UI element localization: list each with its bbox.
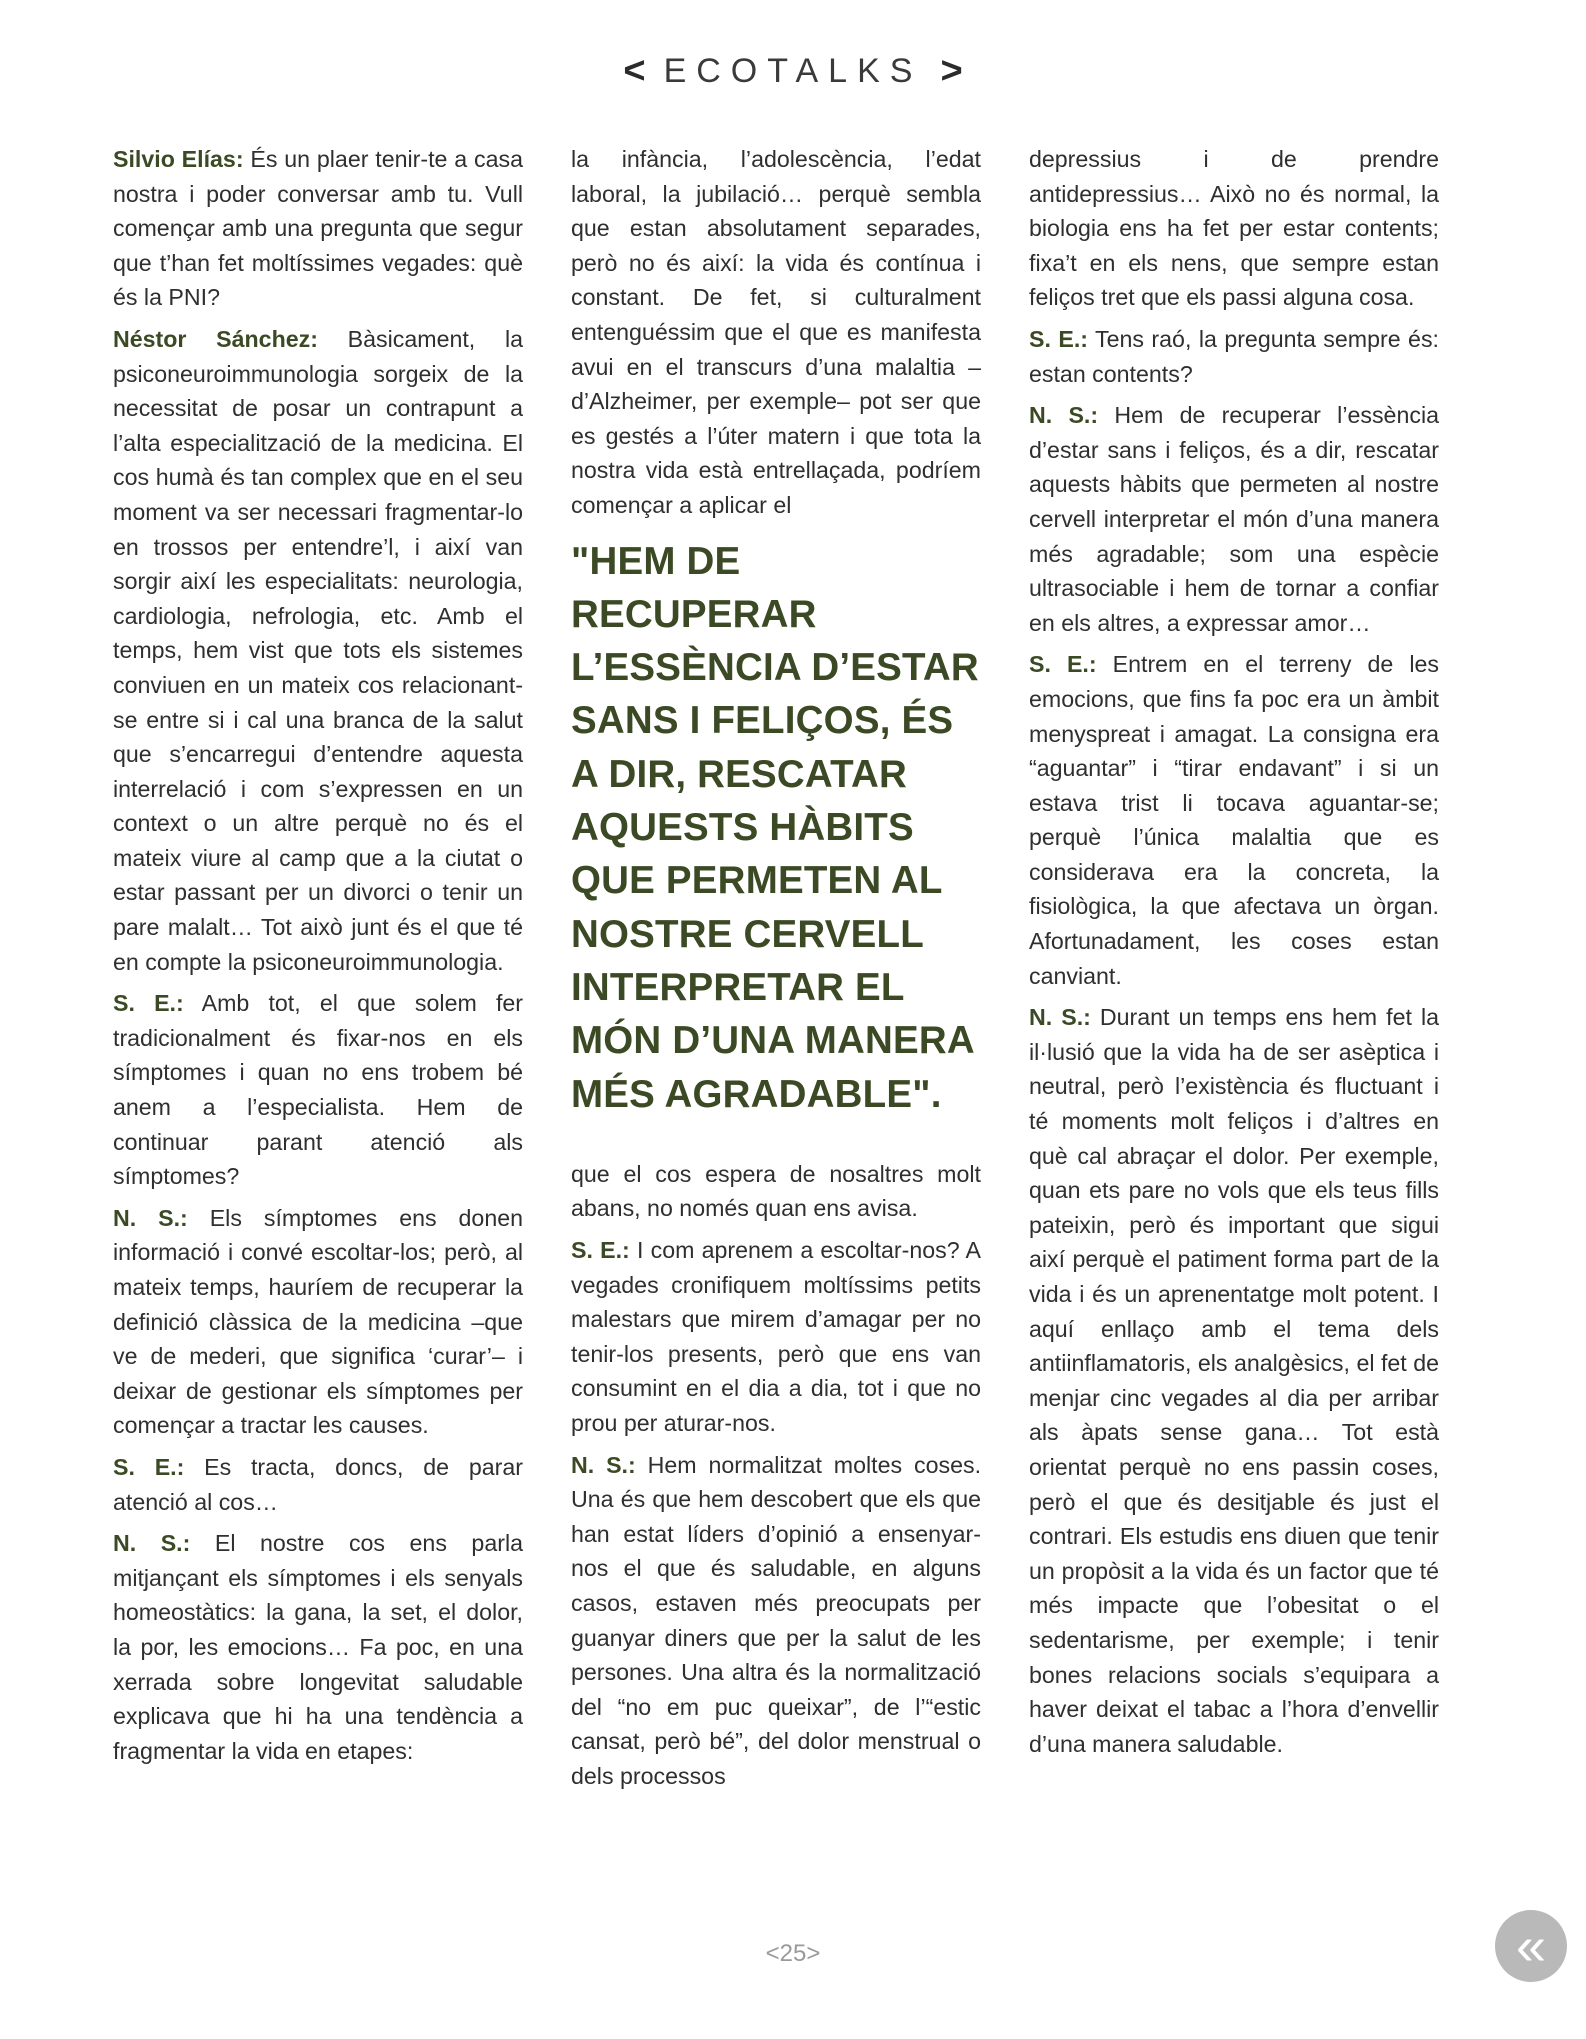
paragraph-text: Amb tot, el que solem fer tradicionalment és fixar-nos en els símptomes i quan no ens trobem bé anem a l’especialista. Hem de continuar parant atenció als símptomes? bbox=[113, 990, 524, 1190]
paragraph-text: Es tracta, doncs, de parar atenció al cos… bbox=[113, 1453, 523, 1515]
continued-paragraph: la infància, l’adolescència, l’edat laboral, la jubilació… perquè sembla que estan absolutament separades, però no és així: la vida és contínua i constant. De fet, si culturalment entenguéssim que el que es manifesta avui en el transcurs d’una malaltia –d’Alzheimer, per exemple– pot ser que es gestés a l’úter matern i que tota la nostra vida està entrellaçada, podríem començar a aplicar el bbox=[571, 146, 981, 518]
interview-paragraph bbox=[1029, 322, 1439, 391]
interview-paragraph bbox=[113, 142, 523, 315]
paragraph-text: que el cos espera de nosaltres molt abans, no només quan ens avisa. bbox=[571, 1160, 981, 1222]
speaker-label: Néstor Sánchez: bbox=[113, 325, 318, 352]
interview-paragraph bbox=[571, 1157, 981, 1226]
speaker-label: N. S.: bbox=[113, 1204, 188, 1231]
double-chevron-left-icon: « bbox=[1515, 1916, 1547, 1976]
magazine-section-header bbox=[0, 50, 1586, 93]
paragraph-text: Els símptomes ens donen informació i convé escoltar-los; però, al mateix temps, hauríem de recuperar la definició clàssica de la medicina –que ve de mederi, que significa ‘curar’– i deixar de gestionar els símptomes per començar a tractar les causes. bbox=[113, 1204, 523, 1439]
speaker-label: S. E.: bbox=[1029, 651, 1097, 678]
article-column-2 bbox=[571, 142, 981, 1800]
paragraph-text: depressius i de prendre antidepressius… Això no és normal, la biologia ens ha fet per estar contents; fixa’t en els nens, que sempre estan feliços tret que els passi alguna cosa. bbox=[1029, 146, 1439, 311]
interview-paragraph bbox=[113, 1201, 523, 1443]
article-column-3 bbox=[1029, 142, 1439, 1768]
interview-paragraph bbox=[571, 1448, 981, 1794]
paragraph-text: Tens raó, la pregunta sempre és: estan contents? bbox=[1029, 325, 1439, 387]
speaker-label: N. S.: bbox=[571, 1451, 636, 1478]
speaker-label: S. E.: bbox=[571, 1236, 630, 1263]
speaker-label: N. S.: bbox=[113, 1530, 191, 1557]
article-column-1 bbox=[113, 142, 523, 1775]
interview-paragraph bbox=[113, 986, 523, 1194]
interview-paragraph bbox=[1029, 398, 1439, 640]
interview-paragraph bbox=[113, 1450, 523, 1519]
speaker-label: N. S.: bbox=[1029, 402, 1099, 429]
interview-paragraph bbox=[1029, 1000, 1439, 1761]
paragraph-text: És un plaer tenir-te a casa nostra i poder conversar amb tu. Vull començar amb una pregunta que segur que t’han fet moltíssimes vegades: què és la PNI? bbox=[113, 146, 523, 311]
page-number: <25> bbox=[765, 1940, 821, 1967]
speaker-label: N. S.: bbox=[1029, 1004, 1091, 1031]
interview-paragraph bbox=[1029, 647, 1439, 993]
interview-paragraph bbox=[571, 1233, 981, 1441]
speaker-label: S. E.: bbox=[113, 990, 184, 1017]
paragraph-text: Hem normalitzat moltes coses. Una és que hem descobert que els que han estat líders d’opinió a ensenyar-nos el que és saludable, en alguns casos, estaven més preocupats per guanyar diners que per la salut de les persones. Una altra és la normalització del “no em puc queixar”, de l’“estic cansat, però bé”, del dolor menstrual o dels processos bbox=[571, 1451, 982, 1789]
interview-paragraph bbox=[113, 1526, 523, 1768]
paragraph-text: I com aprenem a escoltar-nos? A vegades cronifiquem moltíssims petits malestars que mirem d’amagar per no tenir-los presents, però que ens van consumint en el dia a dia, tot i que no prou per aturar-nos. bbox=[571, 1236, 981, 1436]
interview-paragraph bbox=[1029, 142, 1439, 315]
speaker-label: Silvio Elías: bbox=[113, 146, 244, 172]
speaker-label: S. E.: bbox=[1029, 325, 1088, 352]
paragraph-text: Bàsicament, la psiconeuroimmunologia sorgeix de la necessitat de posar un contrapunt a l’alta especialització de la medicina. El cos humà és tan complex que en el seu moment va ser necessari fragmentar-lo en trossos per entendre’l, i així van sorgir així les especialitats: neurologia, cardiologia, nefrologia, etc. Amb el temps, hem vist que tots els sistemes conviuen en un mateix cos relacionant-se entre si i cal una branca de la salut que s’encarregui d’entendre aquesta interrelació i com s’expressen en un context o un altre perquè no és el mateix viure al camp que a la ciutat o estar passant per un divorci o tenir un pare malalt… Tot això junt és el que té en compte la psiconeuroimmunologia. bbox=[113, 325, 523, 975]
paragraph-text: El nostre cos ens parla mitjançant els símptomes i els senyals homeostàtics: la gana, la set, el dolor, la por, les emocions… Fa poc, en una xerrada sobre longevitat saludable explicava que hi ha una tendència a fragmentar la vida en etapes: bbox=[113, 1530, 523, 1764]
back-button[interactable] bbox=[1495, 1910, 1567, 1982]
section-title: ECOTALKS bbox=[663, 52, 923, 90]
chevron-left-icon: < bbox=[623, 50, 646, 92]
paragraph-text: Durant un temps ens hem fet la il·lusió que la vida ha de ser asèptica i neutral, però l’existència és fluctuant i té moments molt feliços i d’altres en què cal abraçar el dolor. Per exemple, quan ets pare no vols que els teus fills pateixin, però és important que sigui així perquè el patiment forma part de la vida i és un aprenentatge molt potent. I aquí enllaço amb el tema dels antiinflamatoris, els analgèsics, el fet de menjar cinc vegades al dia per arribar als àpats sense gana… Tot està orientat perquè no ens passin coses, però el que és desitjable és just el contrari. Els estudis ens diuen que tenir un propòsit a la vida és un factor que té més impacte que l’obesitat o el sedentarisme, per exemple; i tenir bones relacions socials s’equipara a haver deixat el tabac a l’hora d’envellir d’una manera saludable. bbox=[1029, 1004, 1439, 1757]
chevron-right-icon: > bbox=[940, 50, 963, 92]
paragraph-text: Entrem en el terreny de les emocions, que fins fa poc era un àmbit menyspreat i amagat. La consigna era “aguantar” i “tirar endavant” i si un estava trist li tocava aguantar-se; perquè l’única malaltia que es considerava era la concreta, la fisiològica, la que afectava un òrgan. Afortunadament, les coses estan canviant. bbox=[1029, 651, 1440, 989]
speaker-label: S. E.: bbox=[113, 1453, 185, 1480]
interview-paragraph bbox=[113, 322, 523, 979]
paragraph-text: Hem de recuperar l’essència d’estar sans i feliços, és a dir, rescatar aquests hàbits que permeten al nostre cervell interpretar el món d’una manera més agradable; som una espècie ultrasociable i hem de tornar a confiar en els altres, a expressar amor… bbox=[1029, 402, 1439, 636]
pull-quote: "HEM DE RECUPERAR L’ESSÈNCIA D’ESTAR SANS I FELIÇOS, ÉS A DIR, RESCATAR AQUESTS HÀBITS QUE PERMETEN AL NOSTRE CERVELL INTERPRETAR EL MÓN D’UNA MANERA MÉS AGRADABLE". bbox=[571, 539, 979, 1116]
